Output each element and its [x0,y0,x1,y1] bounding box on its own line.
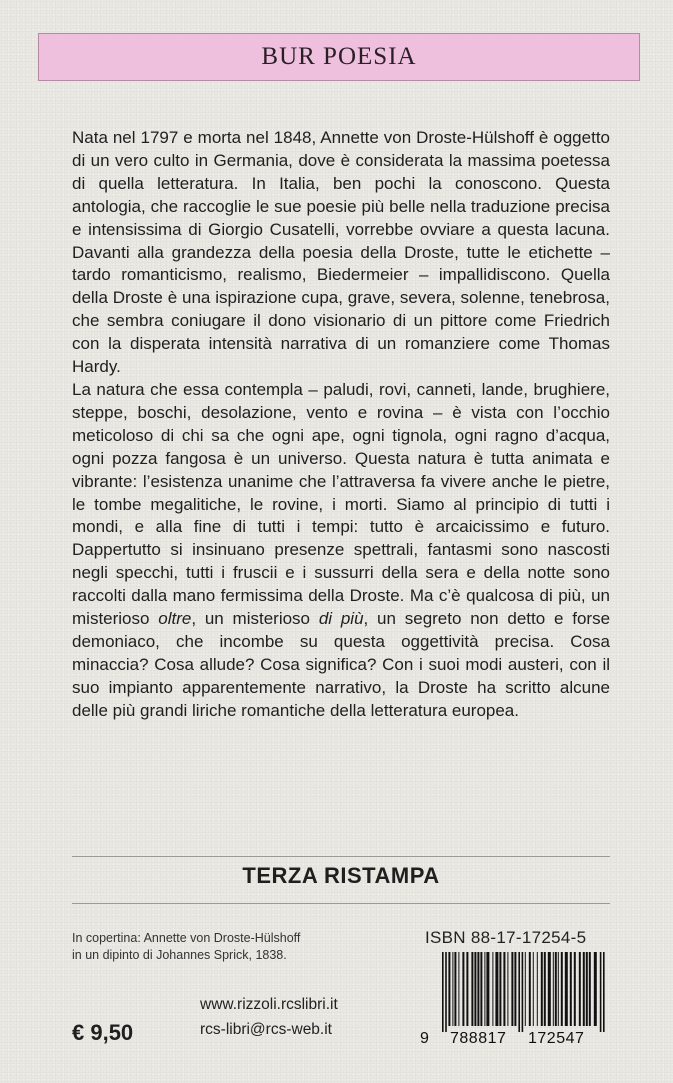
price-label: € 9,50 [72,1020,134,1045]
blurb-italic-di-piu: di più [318,609,364,629]
divider-top [72,856,610,857]
barcode-bar [548,952,551,1026]
barcode-bar [471,952,473,1026]
barcode-bar [518,952,520,1032]
isbn-number: ISBN 88-17-17254-5 [425,928,587,947]
barcode-bar [525,952,526,1026]
cover-credit [72,930,392,964]
barcode-bar [541,952,543,1026]
blurb-italic-oltre: oltre [158,609,192,629]
barcode-bar [529,952,531,1026]
barcode-bar [474,952,476,1026]
barcode-bar [514,952,516,1026]
barcode-left-group: 788817 [450,1030,507,1047]
barcode-bar [454,952,456,1026]
series-header-band [38,33,640,81]
barcode-bar [537,952,538,1026]
barcode-bar [492,952,493,1026]
barcode-bar [570,952,572,1026]
barcode-bar [477,952,479,1026]
barcode-bar [544,952,546,1026]
cover-credit-line-1: In copertina: Annette von Droste-Hülshoff [72,931,301,945]
blurb-p2-part-c: , un segreto non detto e forse demoniaco, che incombe su questa oggettività precisa. Cosa minaccia? Cosa allude? Cosa significa? Con i suoi modi austeri, con il suo impianto apparentemente narrativo, la Droste ha scritto alcune delle più grandi liriche romantiche della letteratura europea. [72,609,611,720]
blurb-paragraph-2 [72,379,610,723]
barcode-bar [452,952,453,1026]
barcode-bar [462,952,464,1026]
barcode-bar [555,952,557,1026]
barcode-bar [484,952,485,1026]
blurb-p2-part-a: La natura che essa contempla – paludi, rovi, canneti, lande, brughiere, steppe, boschi, desolazione, vento e rovina – è vista con l’occhio meticoloso di chi sa che ogni ape, ogni tignola, ogni ragno d’acqua, ogni pozza fangosa è un universo. Questa natura è tutta animata e vibrante: l’esistenza unanime che l’attraversa fa vivere anche le pietre, le tombe megalitiche, le rovine, i morti. Siamo al principio di tutti i mondi, e alla fine di tutti i tempi: tutto è arcaicissimo e futuro. Dappertutto si insinuano presenze spettrali, fantasmi sono nascosti negli specchi, tutti i fruscii e i sussurri della sera e della notte sono raccolti dalla mano fermissima della Droste. Ma c’è qualcosa di più, un misterioso [72,379,610,629]
barcode-bar [466,952,468,1026]
barcode-right-group: 172547 [528,1030,585,1047]
barcode-first-digit: 9 [420,1030,430,1047]
ean-barcode [420,952,620,1052]
barcode-bar [589,952,591,1026]
barcode-bar [579,952,581,1026]
barcode-bar [600,952,602,1032]
barcode-bar [565,952,568,1026]
barcode-bar [533,952,534,1026]
barcode-bar [503,952,505,1026]
barcode-bar [583,952,585,1026]
barcode-bar [558,952,559,1026]
barcode-bar [486,952,489,1026]
reprint-label: TERZA RISTAMPA [242,863,440,888]
series-title: BUR POESIA [261,43,417,70]
cover-credit-line-2: in un dipinto di Johannes Sprick, 1838. [72,948,287,962]
barcode-bar [522,952,524,1032]
barcode-bar [507,952,508,1026]
blurb-paragraph-1: Nata nel 1797 e morta nel 1848, Annette von Droste-Hülshoff è oggetto di un vero culto in Germania, dove è considerata la massima poetessa di quella letteratura. In Italia, ben pochi la conoscono. Questa antologia, che raccoglie le sue poesie più belle nella traduzione precisa e intensissima di Giorgio Cusatelli, vorrebbe ovviare a questa lacuna. Davanti alla grandezza della poesia della Droste, tutte le etichette – tardo romanticismo, realismo, Biedermeier – impallidiscono. Quella della Droste è una ispirazione cupa, grave, severa, solenne, tenebrosa, che sembra coniugare il dono visionario di un pittore come Friedrich con la disperata intensità narrativa di un romanziere come Thomas Hardy. [72,128,610,377]
publisher-email-link[interactable]: rcs-libri@rcs-web.it [200,1021,332,1038]
barcode-bar [586,952,588,1026]
barcode-bar [499,952,501,1026]
barcode-bar [495,952,498,1026]
barcode-bar [458,952,459,1026]
barcode-digits [420,1030,620,1048]
blurb-text [72,127,610,723]
barcode-bar [511,952,513,1026]
barcode-bar [445,952,447,1032]
barcode-bar [594,952,597,1026]
blurb-p2-part-b: , un misterioso [191,609,319,629]
publisher-website-link[interactable]: www.rizzoli.rcslibri.it [200,996,338,1013]
barcode-bar [574,952,576,1026]
barcode-bar [442,952,444,1032]
barcode-bar [448,952,450,1026]
barcode-bars [420,952,620,1032]
barcode-bar [561,952,563,1026]
divider-bottom [72,903,610,904]
barcode-bar [480,952,482,1026]
barcode-bar [553,952,554,1026]
barcode-bar [603,952,605,1032]
